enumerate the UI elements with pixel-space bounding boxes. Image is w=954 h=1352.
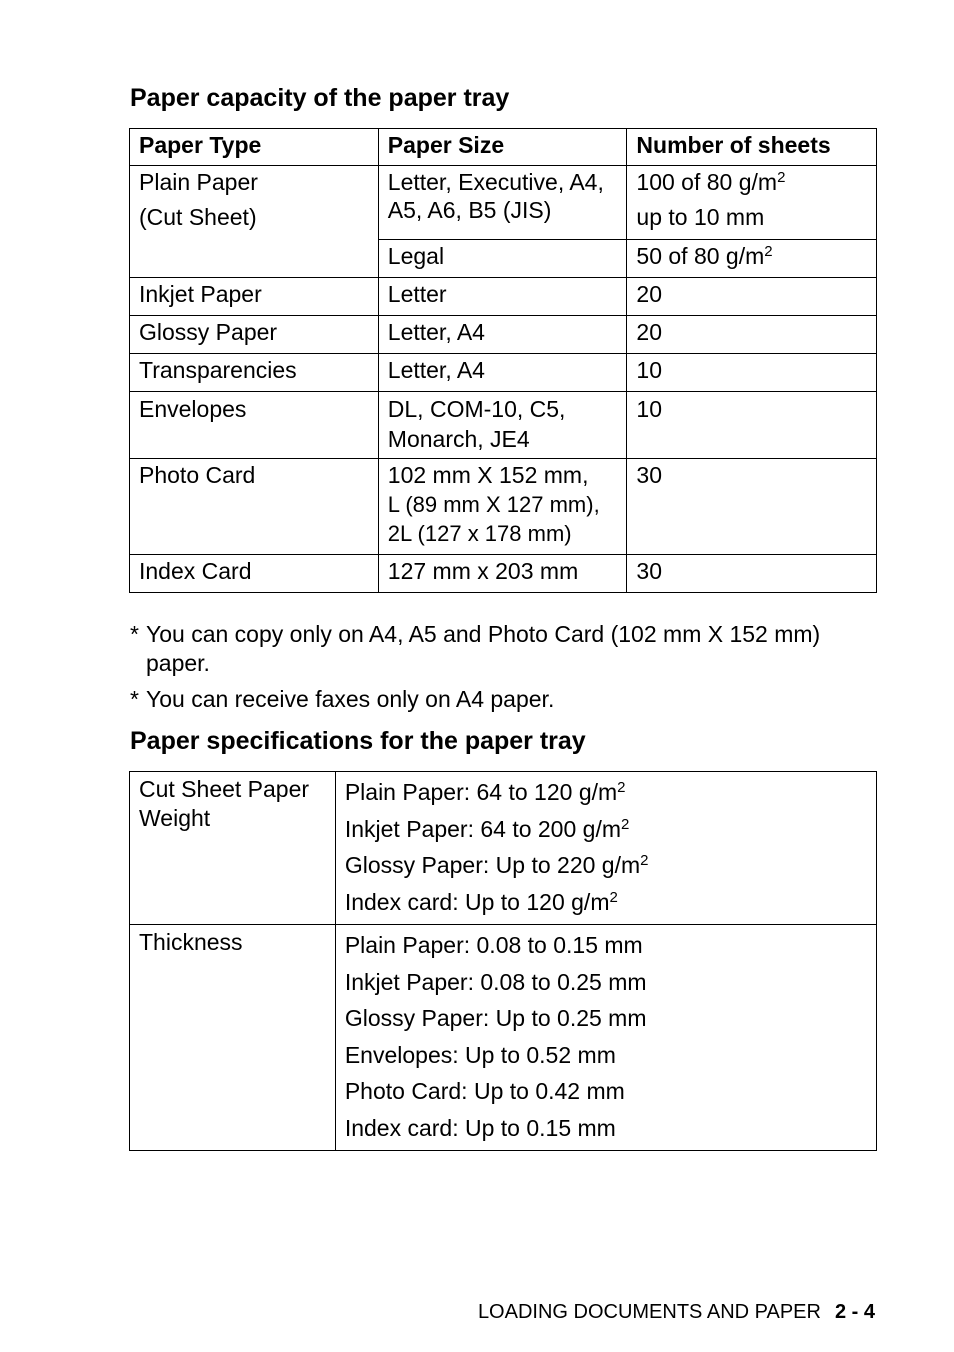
cell-type: Index Card — [130, 555, 379, 593]
cell-weight-label: Cut Sheet Paper Weight — [130, 772, 336, 925]
cell-type: Inkjet Paper — [130, 278, 379, 316]
cell-size: DL, COM-10, C5, Monarch, JE4 — [378, 392, 627, 459]
cell-sheets: 20 — [627, 316, 877, 354]
cell-sheets: 20 — [627, 278, 877, 316]
header-number-of-sheets: Number of sheets — [627, 129, 877, 166]
table-row — [130, 354, 877, 392]
cell-sheets: 10 — [627, 392, 877, 459]
cell-type: Transparencies — [130, 354, 379, 392]
table-row — [130, 925, 877, 1151]
paper-specifications-table — [129, 771, 877, 1151]
header-paper-type: Paper Type — [130, 129, 379, 166]
cell-type: Glossy Paper — [130, 316, 379, 354]
cell-weight-values: Plain Paper: 64 to 120 $g/m^2$ Inkjet Paper: 64 to 200 $g/m^2$ Glossy Paper: Up to 220 $g/m^2$ Index card: Up to 120 $g/m^2$ — [335, 772, 876, 925]
cell-thickness-label: Thickness — [130, 925, 336, 1151]
cell-size: Letter — [378, 278, 627, 316]
cell-sheets: 30 — [627, 555, 877, 593]
cell-type: Envelopes — [130, 392, 379, 459]
cell-sheets: 30 — [627, 459, 877, 555]
cell-thickness-values: Plain Paper: 0.08 to 0.15 mm Inkjet Paper: 0.08 to 0.25 mm Glossy Paper: Up to 0.25 mm Envelopes: Up to 0.52 mm Photo Card: Up to 0.42 mm Index card: Up to 0.15 mm — [335, 925, 876, 1151]
notes-list — [130, 620, 890, 721]
table-row — [130, 316, 877, 354]
table-header-row — [130, 129, 877, 166]
table-row — [130, 555, 877, 593]
cell-size: 127 mm x 203 mm — [378, 555, 627, 593]
cell-plain-paper-type: Plain Paper (Cut Sheet) — [130, 166, 379, 278]
paper-capacity-table — [129, 128, 877, 593]
note-item: * You can receive faxes only on A4 paper. — [130, 686, 555, 712]
capacity-section-title: Paper capacity of the paper tray — [130, 84, 510, 112]
footer-chapter-title: LOADING DOCUMENTS AND PAPER — [477, 1301, 821, 1323]
table-row — [130, 278, 877, 316]
note-item: * You can copy only on A4, A5 and Photo Card (102 mm X 152 mm) paper. — [130, 621, 821, 676]
page-footer — [478, 1298, 875, 1326]
cell-sheets: 10 — [627, 354, 877, 392]
cell-plain-size-b: Legal — [378, 240, 627, 278]
cell-type: Photo Card — [130, 459, 379, 555]
cell-plain-sheets-b: 50 of 80 $g/m^2$ — [627, 240, 877, 278]
cell-plain-sheets-a: 100 of 80 $g/m^2$ up to 10 mm — [627, 166, 877, 240]
table-row — [130, 459, 877, 555]
table-row — [130, 772, 877, 925]
cell-size: Letter, A4 — [378, 316, 627, 354]
page-number: 2 - 4 — [834, 1301, 875, 1323]
cell-plain-size-a: Letter, Executive, A4, A5, A6, B5 (JIS) — [378, 166, 627, 240]
table-row — [130, 166, 877, 240]
spec-section-title: Paper specifications for the paper tray — [130, 727, 586, 755]
cell-size: Letter, A4 — [378, 354, 627, 392]
table-row — [130, 392, 877, 459]
header-paper-size: Paper Size — [378, 129, 627, 166]
cell-size: 102 mm X 152 mm, L (89 mm X 127 mm), 2L (127 x 178 mm) — [378, 459, 627, 555]
